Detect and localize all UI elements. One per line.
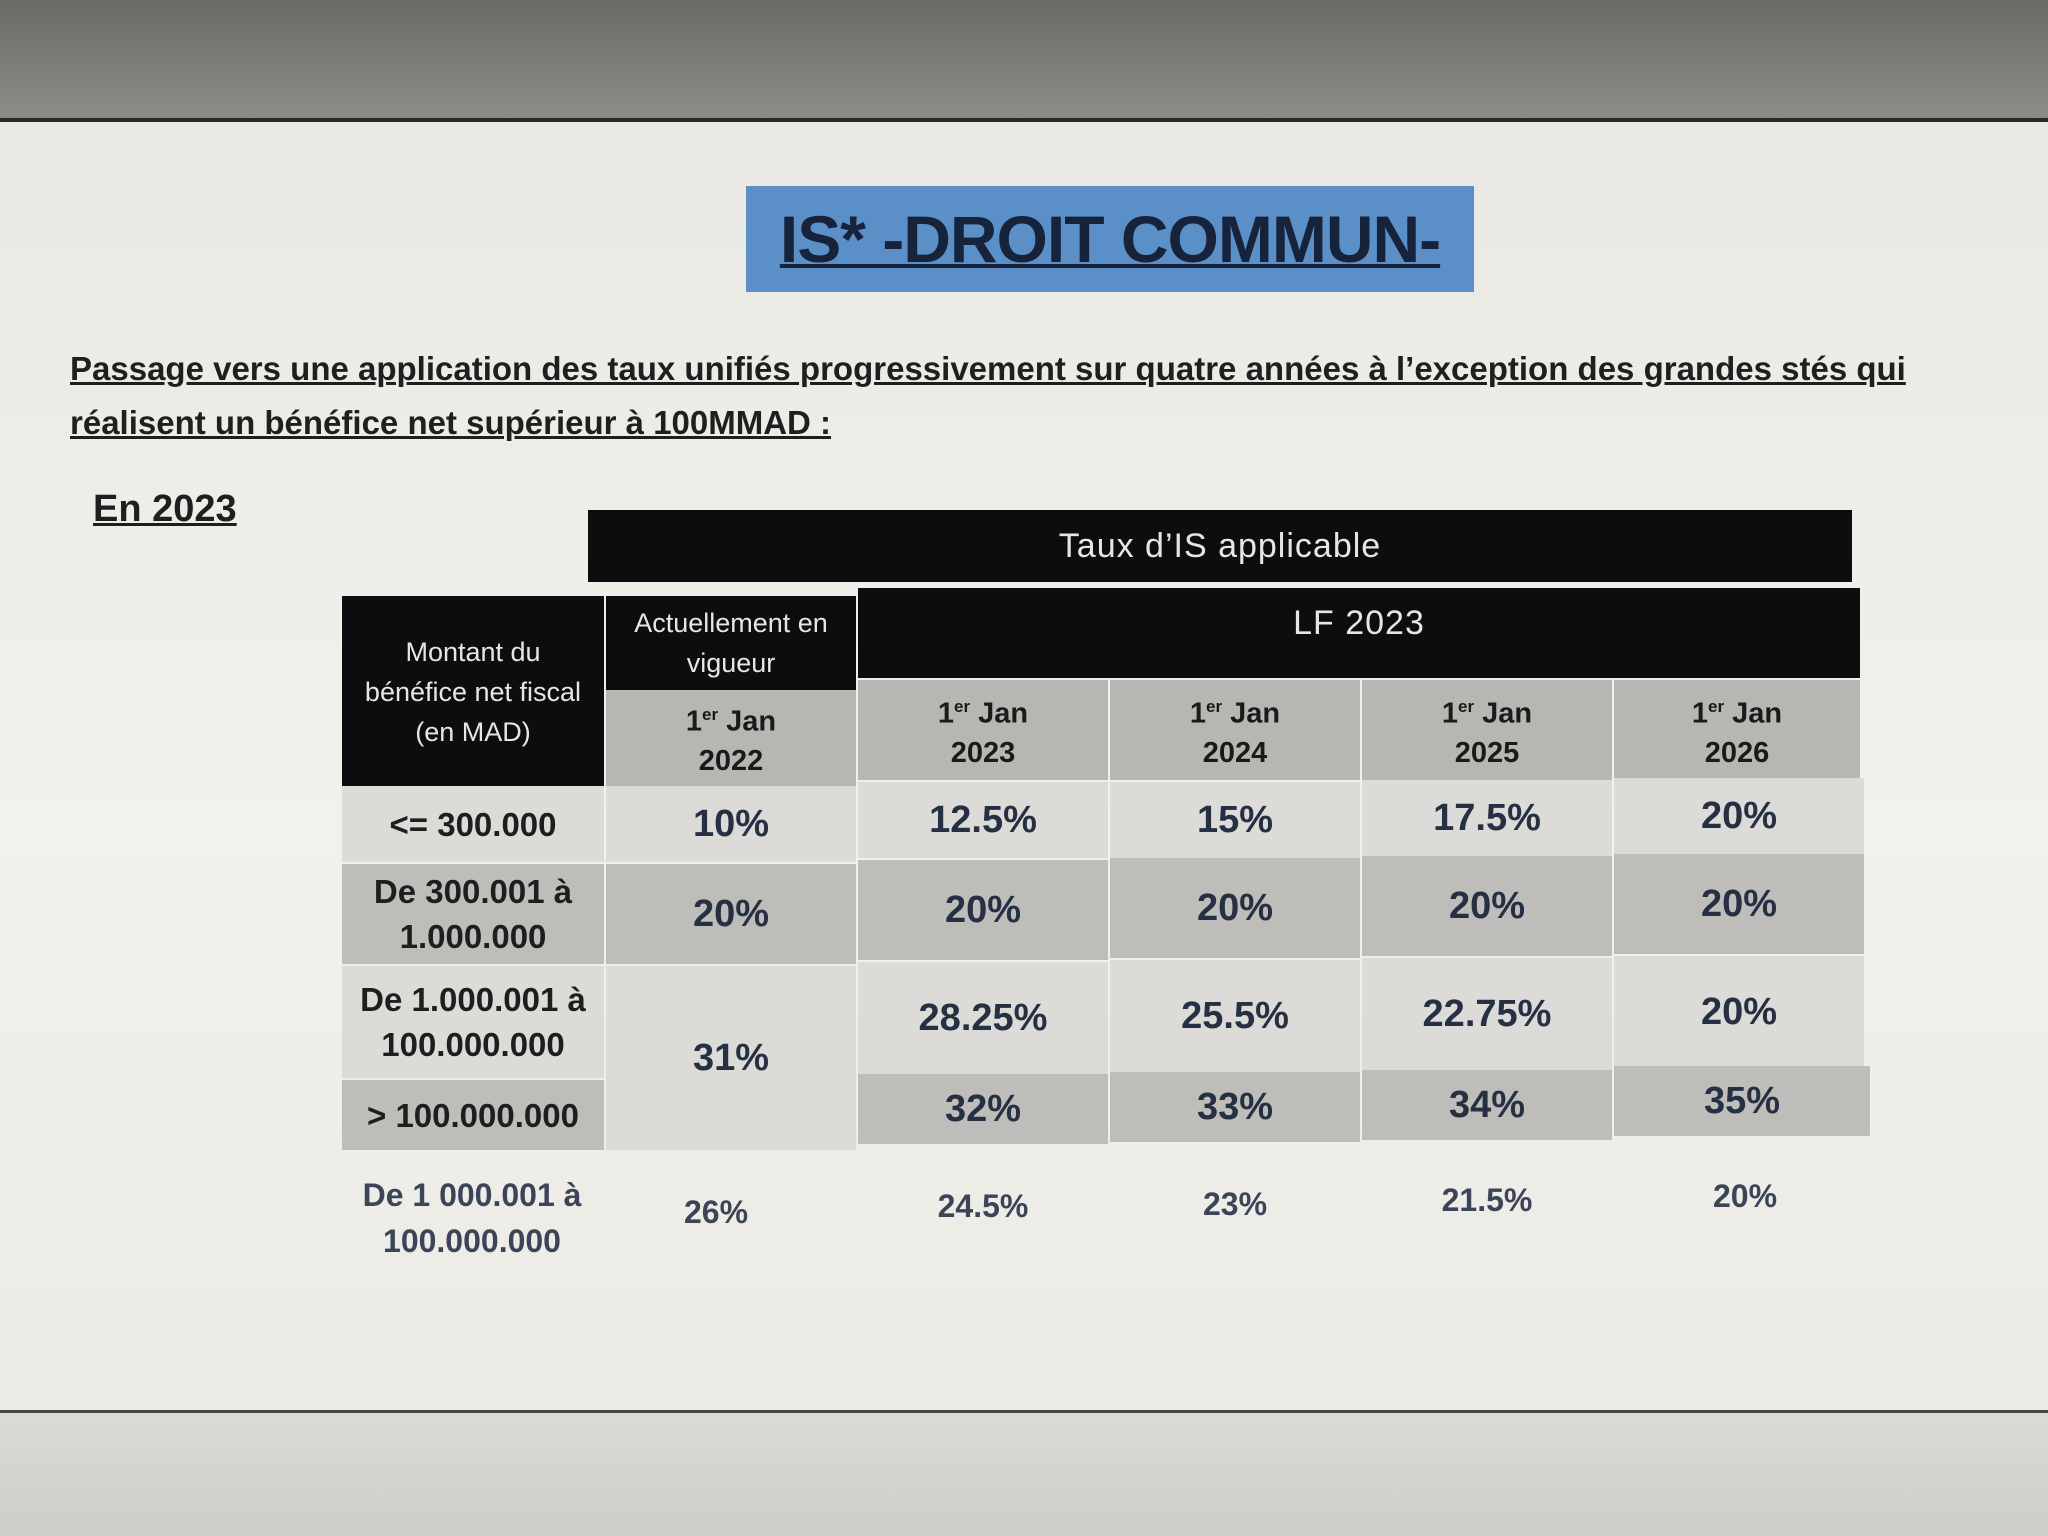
date-year: 2023	[950, 737, 1016, 770]
row-1-value: 15%	[1110, 782, 1360, 858]
year-label: En 2023	[93, 488, 237, 530]
date-header-2022	[606, 690, 856, 786]
date-day: 1	[685, 705, 702, 738]
row-4-value: 35%	[1614, 1066, 1870, 1136]
super-header	[588, 510, 1852, 582]
row-2-value: 20%	[1110, 858, 1360, 958]
lf-header	[858, 588, 1860, 678]
row-4-value: 33%	[1110, 1072, 1360, 1142]
top-background-band	[0, 0, 2048, 118]
row-1-value: 12.5%	[858, 782, 1108, 858]
page-title: IS* -DROIT COMMUN-	[779, 202, 1441, 276]
row-header-label: Montant du bénéfice net fiscal (en MAD)	[364, 637, 582, 747]
row-3-value: 22.75%	[1362, 958, 1612, 1070]
date-sup: er	[954, 696, 971, 716]
date-month: Jan	[1482, 697, 1533, 730]
row-3-value: 25.5%	[1110, 960, 1360, 1072]
date-header-2024	[1110, 680, 1360, 780]
date-year: 2025	[1454, 737, 1520, 770]
row-5-value: 24.5%	[937, 1187, 1029, 1224]
row-3-label: De 1.000.001 à 100.000.000	[342, 966, 604, 1078]
date-day: 1	[1189, 697, 1206, 730]
row-1-value: 17.5%	[1362, 780, 1612, 856]
row-1-label: <= 300.000	[342, 786, 604, 862]
date-header-2025	[1362, 680, 1612, 780]
date-day: 1	[1691, 697, 1708, 730]
date-day: 1	[1441, 697, 1458, 730]
date-header-2023	[858, 680, 1108, 780]
row-5-value: 26%	[683, 1193, 749, 1230]
title-box	[746, 186, 1474, 292]
date-year: 2022	[698, 745, 764, 778]
current-header	[606, 596, 856, 690]
row-5-value: 20%	[1712, 1177, 1778, 1214]
row-header	[342, 596, 604, 788]
row-2-value: 20%	[1362, 856, 1612, 956]
row-2-value: 20%	[1614, 854, 1864, 954]
lf-header-label: LF 2023	[1293, 604, 1425, 642]
row-1-value: 10%	[606, 786, 856, 862]
super-header-label: Taux d’IS applicable	[1058, 526, 1382, 565]
intro-text: Passage vers une application des taux unifiés progressivement sur quatre années à l’exception des grandes stés qui réalisent un bénéfice net supérieur à 100MMAD :	[70, 350, 1906, 441]
date-sup: er	[1206, 696, 1223, 716]
date-day: 1	[937, 697, 954, 730]
date-month: Jan	[1732, 697, 1783, 730]
date-month: Jan	[726, 705, 777, 738]
row-3-value: 20%	[1614, 956, 1864, 1068]
current-header-label: Actuellement en vigueur	[634, 608, 828, 678]
date-year: 2024	[1202, 737, 1268, 770]
row-2-label: De 300.001 à 1.000.000	[342, 864, 604, 964]
row-3-current-value: 31%	[606, 966, 856, 1150]
date-sup: er	[702, 704, 719, 724]
row-2-value: 20%	[858, 860, 1108, 960]
row-2-value: 20%	[606, 864, 856, 964]
date-sup: er	[1458, 696, 1475, 716]
row-1-value: 20%	[1614, 778, 1864, 854]
date-year: 2026	[1704, 737, 1770, 770]
date-month: Jan	[1230, 697, 1281, 730]
date-sup: er	[1708, 696, 1725, 716]
row-5-value: 21.5%	[1441, 1181, 1533, 1218]
date-month: Jan	[978, 697, 1029, 730]
date-header-2026	[1614, 680, 1860, 780]
row-4-value: 32%	[858, 1074, 1108, 1144]
row-4-label: > 100.000.000	[342, 1080, 604, 1150]
bottom-background-band	[0, 1413, 2048, 1536]
row-3-value: 28.25%	[858, 962, 1108, 1074]
row-5-value: 23%	[1202, 1185, 1268, 1222]
row-4-value: 34%	[1362, 1070, 1612, 1140]
row-5-label: De 1 000.001 à 100.000.000	[362, 1177, 582, 1259]
